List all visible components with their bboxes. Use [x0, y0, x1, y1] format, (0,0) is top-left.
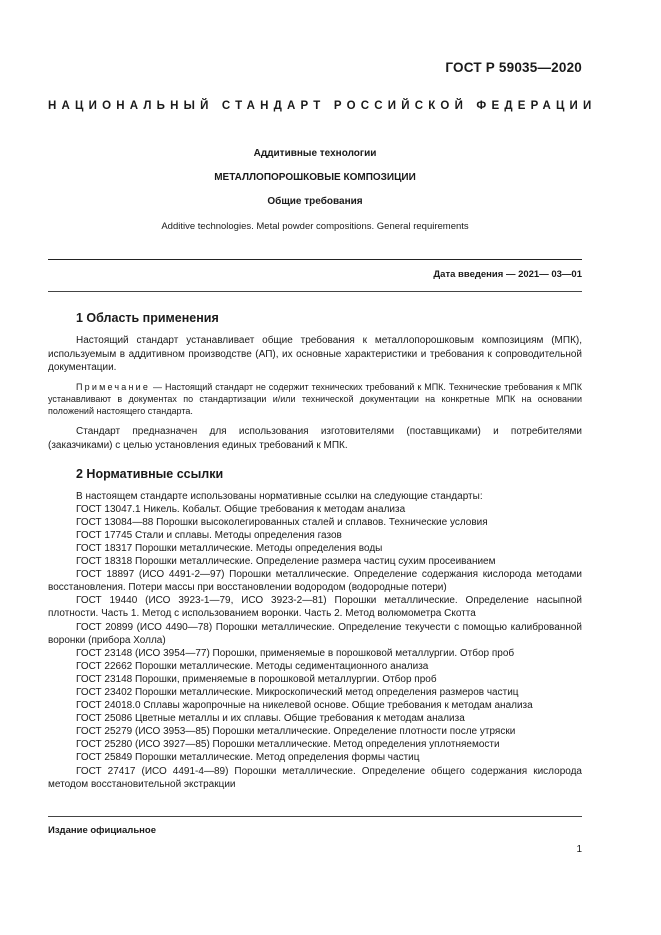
title-line-subtitle: Общие требования [267, 196, 363, 207]
title-line-technology: Аддитивные технологии [253, 148, 377, 159]
note-label: Примечание [76, 381, 151, 392]
footer-divider [48, 816, 582, 817]
body-content [48, 311, 582, 791]
reference-item: ГОСТ 24018.0 Сплавы жаропрочные на никелевой основе. Общие требования к методам анализа [76, 700, 533, 712]
introduction-date: Дата введения — 2021— 03—01 [433, 269, 582, 280]
reference-item: ГОСТ 25279 (ИСО 3953—85) Порошки металлические. Определение плотности после утряски [76, 726, 516, 738]
reference-item: ГОСТ 19440 (ИСО 3923-1—79, ИСО 3923-2—81) Порошки металлические. Определение насыпной плотности. Часть 1. Метод с использованием воронки. Часть 2. Метод волюмометра Скотта [48, 595, 582, 620]
date-divider [48, 291, 582, 292]
reference-item: ГОСТ 13047.1 Никель. Кобальт. Общие требования к методам анализа [76, 503, 406, 515]
note-text: — Настоящий стандарт не содержит технических требований к МПК. Технические требования к МПК устанавливают в документах по стандартизации и/или технической документации на конкретные МПК на основании положений настоящего стандарта. [48, 381, 582, 417]
section-2-heading: 2 Нормативные ссылки [76, 466, 224, 481]
section-1-purpose-paragraph: Стандарт предназначен для использования изготовителями (поставщиками) и потребителями (заказчиками) с целью установления единых требований к МПК. [48, 426, 582, 451]
reference-item: ГОСТ 20899 (ИСО 4490—78) Порошки металлические. Определение текучести с помощью калиброванной воронки (прибора Холла) [48, 621, 582, 646]
reference-item: ГОСТ 27417 (ИСО 4491-4—89) Порошки металлические. Определение общего содержания кислорода методом восстановительной экстракции [48, 765, 582, 790]
reference-item: ГОСТ 25280 (ИСО 3927—85) Порошки металлические. Метод определения уплотняемости [76, 739, 500, 751]
references-intro: В настоящем стандарте использованы нормативные ссылки на следующие стандарты: [76, 490, 483, 502]
title-line-english: Additive technologies. Metal powder compositions. General requirements [161, 221, 469, 232]
title-block [48, 148, 582, 232]
standard-number: ГОСТ Р 59035—2020 [445, 60, 582, 75]
page-number: 1 [576, 844, 582, 855]
reference-item: ГОСТ 23402 Порошки металлические. Микроскопический метод определения размеров частиц [76, 686, 519, 698]
official-edition-label: Издание официальное [48, 825, 156, 836]
section-1-heading: 1 Область применения [76, 311, 219, 325]
national-standard-heading: НАЦИОНАЛЬНЫЙ СТАНДАРТ РОССИЙСКОЙ ФЕДЕРАЦИИ [48, 100, 597, 112]
reference-item: ГОСТ 13084—88 Порошки высоколегированных сталей и сплавов. Технические условия [76, 516, 488, 528]
reference-item: ГОСТ 25086 Цветные металлы и их сплавы. Общие требования к методам анализа [76, 713, 465, 725]
normative-references [48, 490, 582, 791]
reference-item: ГОСТ 17745 Стали и сплавы. Методы определения газов [76, 529, 342, 541]
reference-item: ГОСТ 18318 Порошки металлические. Определение размера частиц сухим просеиванием [76, 556, 496, 568]
reference-item: ГОСТ 23148 Порошки, применяемые в порошковой металлургии. Отбор проб [76, 673, 437, 685]
reference-item: ГОСТ 18897 (ИСО 4491-2—97) Порошки металлические. Определение содержания кислорода методами восстановления. Потери массы при восстановлении водородом (водородные потери) [48, 569, 582, 594]
reference-item: ГОСТ 25849 Порошки металлические. Метод определения формы частиц [76, 752, 420, 764]
section-1-note [48, 381, 582, 418]
section-1-paragraph: Настоящий стандарт устанавливает общие требования к металлопорошковым композициям (МПК), используемым в аддитивном производстве (АП), их основные характеристики и требования к сопроводительной документации. [48, 335, 582, 374]
reference-item: ГОСТ 22662 Порошки металлические. Методы седиментационного анализа [76, 660, 429, 672]
reference-item: ГОСТ 18317 Порошки металлические. Методы определения воды [76, 542, 383, 554]
title-divider [48, 259, 582, 260]
reference-item: ГОСТ 23148 (ИСО 3954—77) Порошки, применяемые в порошковой металлургии. Отбор проб [76, 647, 515, 659]
title-line-main: МЕТАЛЛОПОРОШКОВЫЕ КОМПОЗИЦИИ [214, 172, 416, 183]
